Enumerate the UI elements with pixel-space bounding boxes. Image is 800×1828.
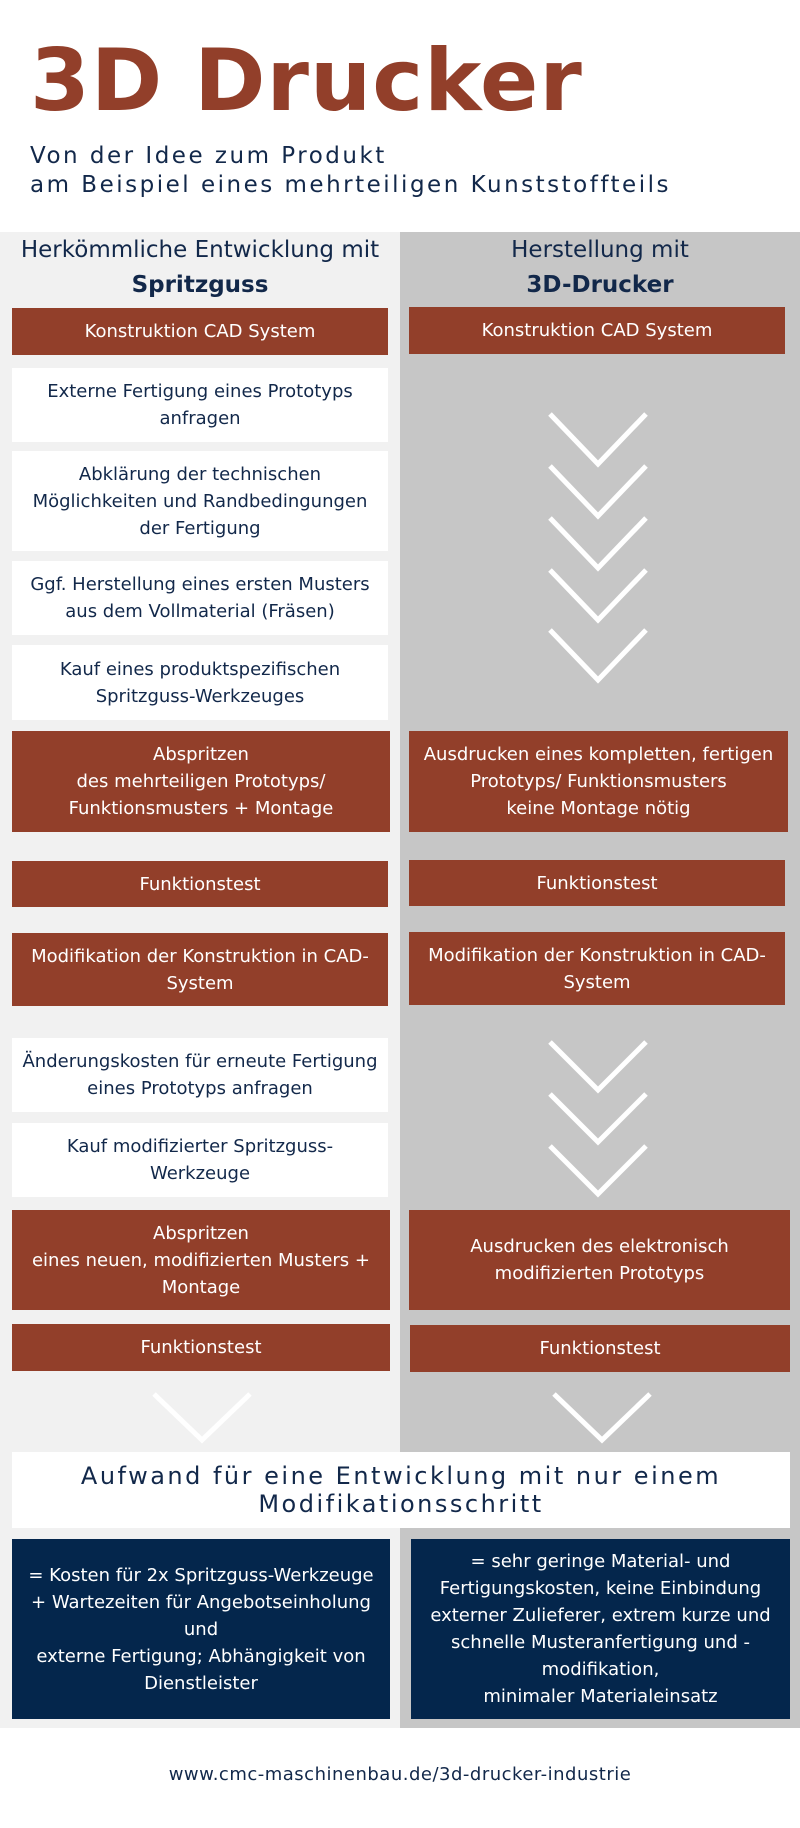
subtitle-line-2: am Beispiel eines mehrteiligen Kunststoffteils <box>30 172 671 198</box>
right-step-print-modified: Ausdrucken des elektronisch modifizierten Prototyps <box>409 1210 790 1310</box>
right-step-print-prototype: Ausdrucken eines kompletten, fertigen Prototyps/ Funktionsmusters keine Montage nötig <box>409 731 788 832</box>
right-column-heading <box>400 233 800 303</box>
subtitle-line-1: Von der Idee zum Produkt <box>30 143 387 169</box>
left-step-first-sample: Ggf. Herstellung eines ersten Musters aus dem Vollmaterial (Fräsen) <box>12 561 388 635</box>
right-step-function-test-1: Funktionstest <box>409 860 785 906</box>
left-step-injection-modified: Abspritzen eines neuen, modifizierten Musters + Montage <box>12 1210 390 1310</box>
left-step-modification: Modifikation der Konstruktion in CAD-System <box>12 933 388 1006</box>
left-step-request-prototype: Externe Fertigung eines Prototyps anfragen <box>12 368 388 442</box>
right-step-modification: Modifikation der Konstruktion in CAD-System <box>409 932 785 1005</box>
left-heading-line-1: Herkömmliche Entwicklung mit <box>20 237 380 263</box>
left-step-buy-tool: Kauf eines produktspezifischen Spritzguss-Werkzeuges <box>12 645 388 720</box>
left-step-cad: Konstruktion CAD System <box>12 308 388 355</box>
right-heading-line-2: 3D-Drucker <box>526 272 674 298</box>
page-subtitle <box>30 142 671 200</box>
footer-url[interactable]: www.cmc-maschinenbau.de/3d-drucker-industrie <box>168 1764 632 1785</box>
left-step-change-costs: Änderungskosten für erneute Fertigung eines Prototyps anfragen <box>12 1038 388 1112</box>
left-column-heading <box>0 233 400 303</box>
page-title: 3D Drucker <box>30 31 583 131</box>
left-step-function-test-1: Funktionstest <box>12 861 388 907</box>
right-step-cad: Konstruktion CAD System <box>409 307 785 354</box>
left-step-injection: Abspritzen des mehrteiligen Prototyps/ Funktionsmusters + Montage <box>12 731 390 832</box>
left-result: = Kosten für 2x Spritzguss-Werkzeuge + Wartezeiten für Angebotseinholung und externe Fertigung; Abhängigkeit von Dienstleister <box>12 1539 390 1719</box>
left-heading-line-2: Spritzguss <box>131 272 269 298</box>
left-step-buy-modified-tool: Kauf modifizierter Spritzguss-Werkzeuge <box>12 1123 388 1197</box>
summary-heading: Aufwand für eine Entwicklung mit nur einem Modifikationsschritt <box>12 1452 790 1528</box>
left-step-function-test-2: Funktionstest <box>12 1324 390 1371</box>
right-result: = sehr geringe Material- und Fertigungskosten, keine Einbindung externer Zulieferer, extrem kurze und schnelle Musteranfertigung und -modifikation, minimaler Materialeinsatz <box>411 1539 790 1719</box>
right-step-function-test-2: Funktionstest <box>410 1325 790 1372</box>
right-heading-line-1: Herstellung mit <box>511 237 689 263</box>
left-step-clarification: Abklärung der technischen Möglichkeiten und Randbedingungen der Fertigung <box>12 451 388 551</box>
